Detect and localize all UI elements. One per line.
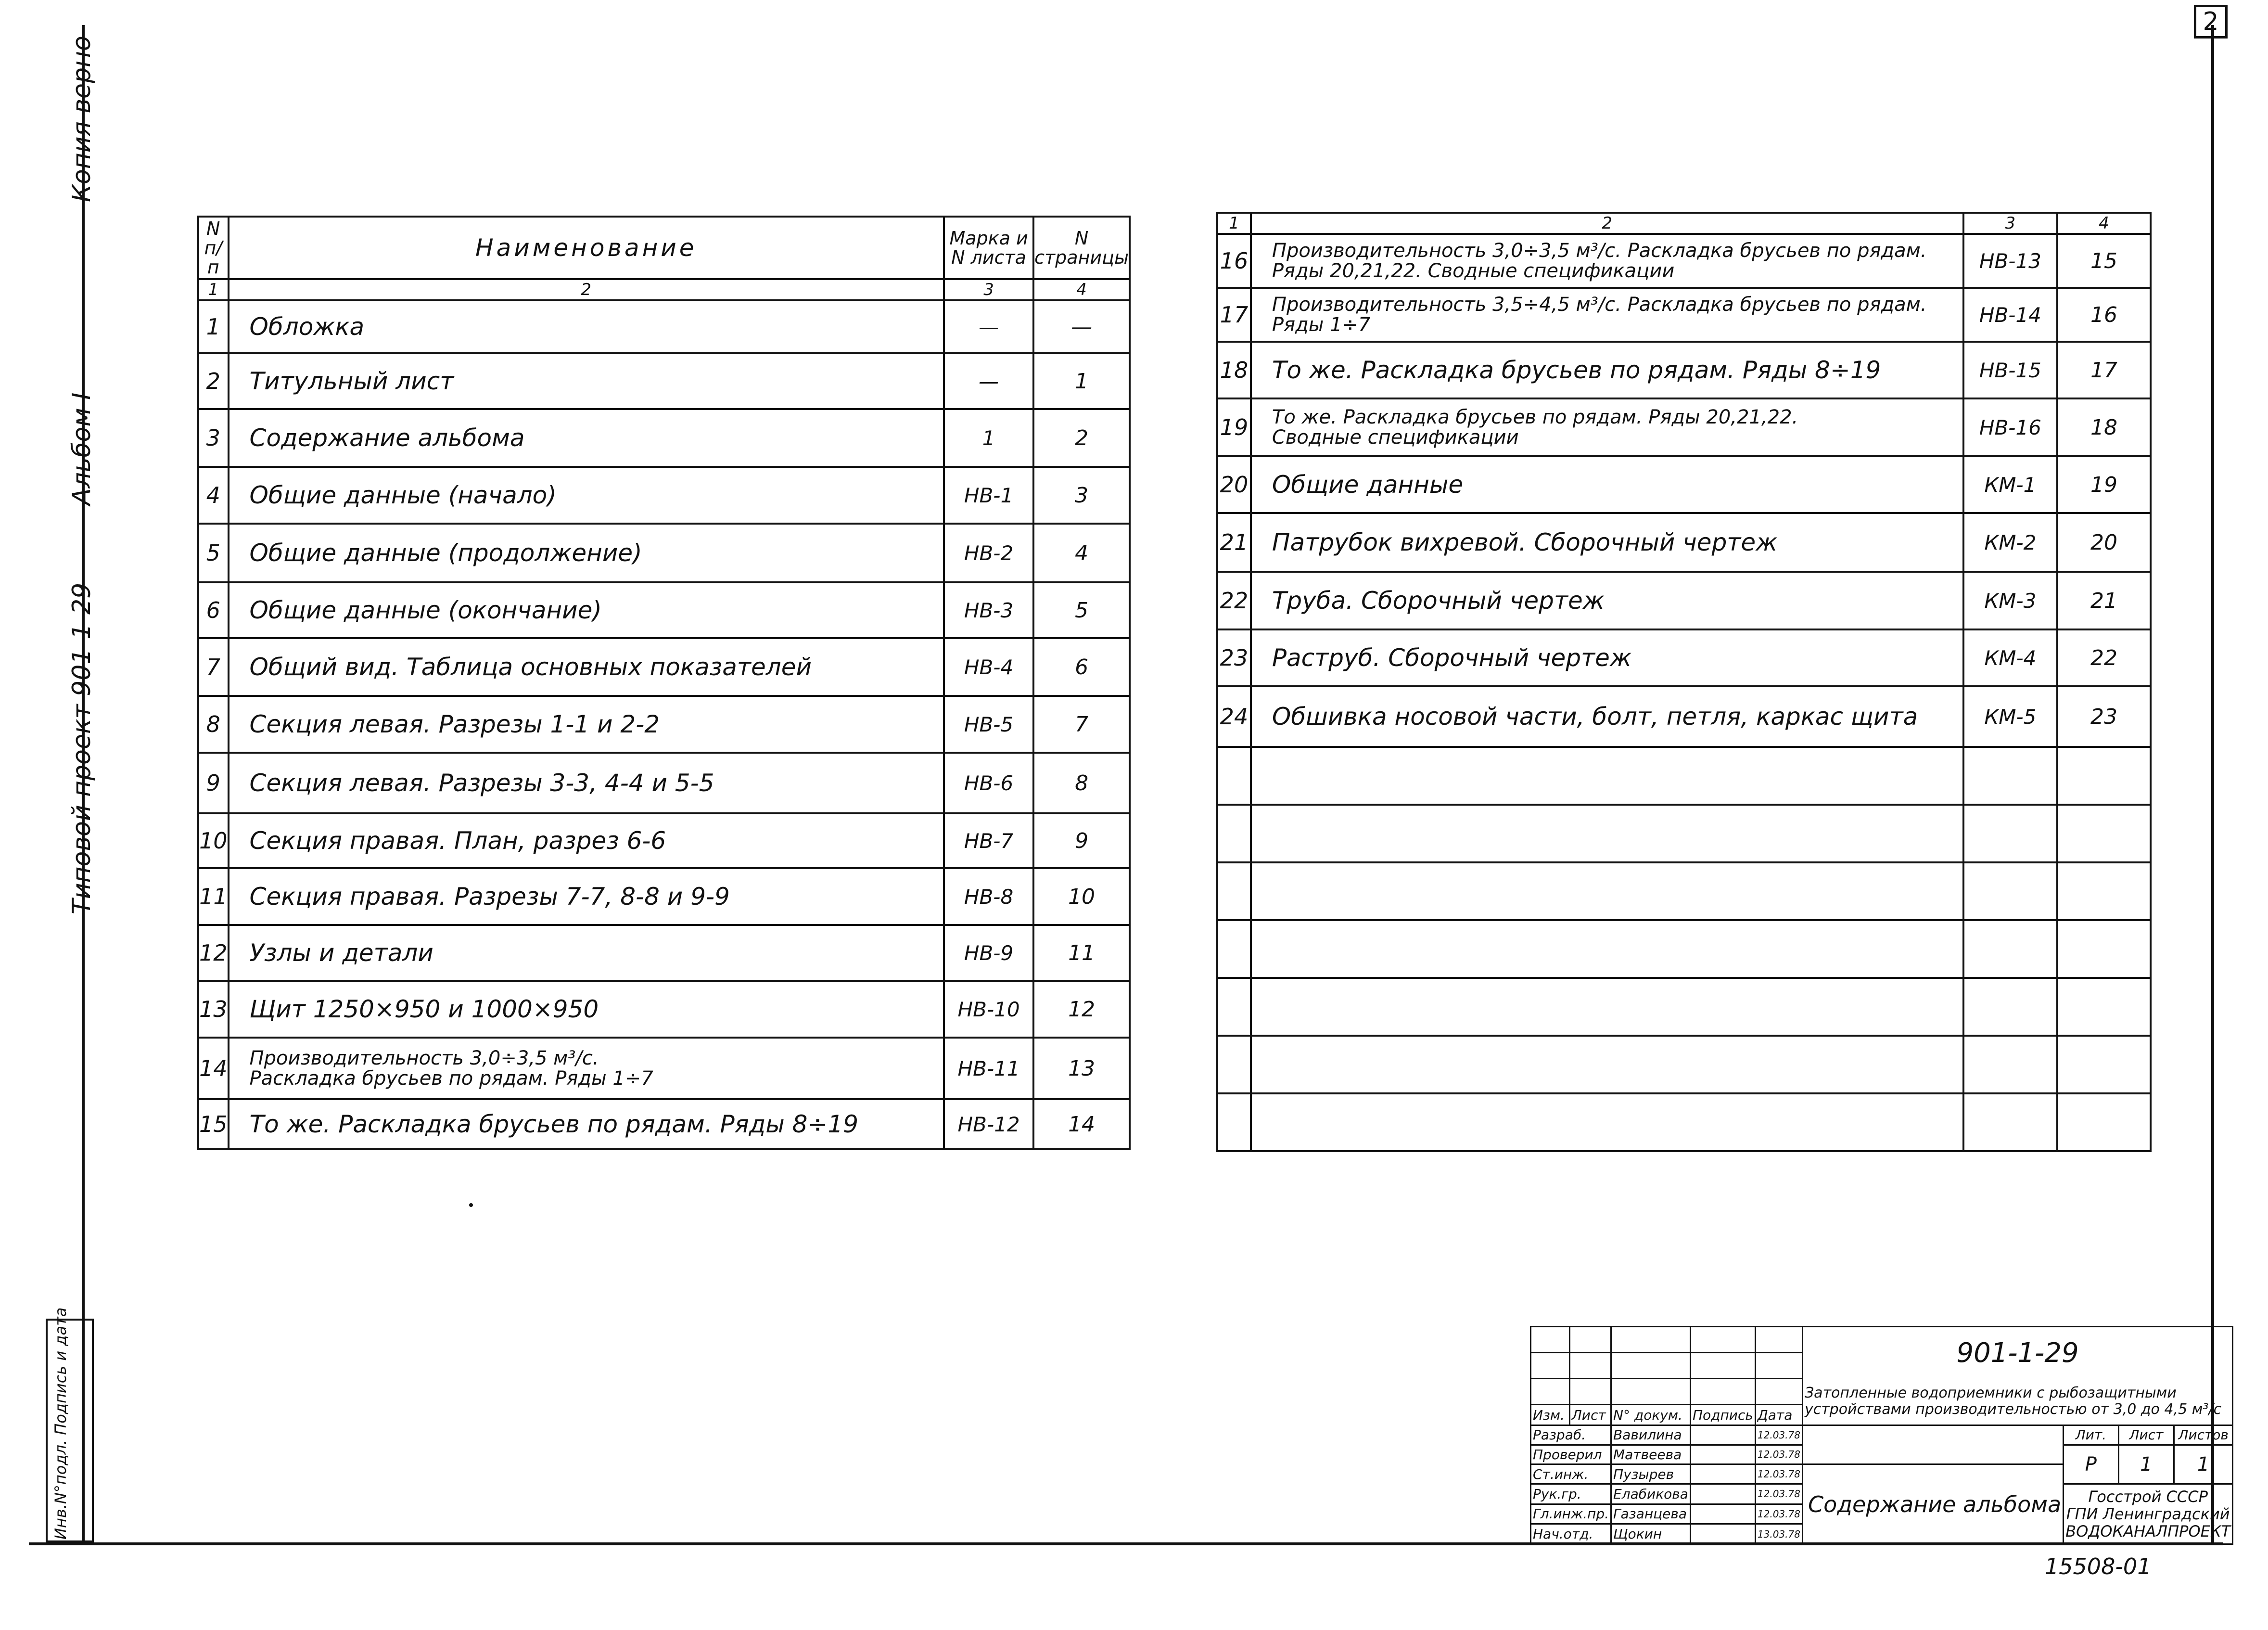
item-name-cell: [1251, 342, 1963, 398]
stage-sheets: 1: [2174, 1445, 2233, 1484]
table-row: [198, 813, 1130, 868]
item-name: То же. Раскладка брусьев по рядам. Ряды 8÷19: [1272, 356, 1881, 384]
item-page: 5: [1033, 582, 1130, 638]
item-name: Производительность 3,0÷3,5 м³/с. Раскладка брусьев по рядам.: [1272, 240, 1927, 262]
table-row: [198, 1038, 1130, 1099]
table-row: [198, 981, 1130, 1038]
item-mark: НВ-16: [1963, 398, 2057, 456]
person-3: Елабикова: [1611, 1484, 1691, 1504]
item-number: 23: [1217, 629, 1251, 686]
empty-row: [1217, 805, 2151, 862]
item-page: 6: [1033, 638, 1130, 696]
organization: [2064, 1484, 2233, 1544]
date-5: 13.03.78: [1755, 1524, 1802, 1544]
item-name-cell: [229, 582, 944, 638]
table-row: [198, 868, 1130, 925]
stage-sheet-header: Лист: [2118, 1425, 2174, 1445]
header-row: [198, 217, 1130, 279]
project-label: Типовой проект 901-1-29: [67, 582, 96, 914]
item-page: 8: [1033, 753, 1130, 813]
role-4: Гл.инж.пр.: [1531, 1504, 1611, 1524]
item-name-line-2: Ряды 1÷7: [1272, 314, 1371, 336]
item-name: Производительность 3,5÷4,5 м³/с. Раскладка брусьев по рядам.: [1272, 294, 1927, 316]
empty-row: [1217, 978, 2151, 1036]
contents-table-left: [197, 216, 1131, 1150]
item-number: 17: [1217, 288, 1251, 342]
item-mark: КМ-1: [1963, 456, 2057, 513]
margin-stamp-label: Инв.N°подл. Подпись и дата: [51, 1307, 70, 1540]
item-page: 12: [1033, 981, 1130, 1038]
item-name-cell: [1251, 288, 1963, 342]
stage-sheet: 1: [2118, 1445, 2174, 1484]
table-row: [198, 353, 1130, 409]
item-page: 4: [1033, 524, 1130, 582]
item-page: 18: [2057, 398, 2151, 456]
copy-label: Копия верно: [67, 36, 96, 202]
item-name-cell: [229, 638, 944, 696]
role-2: Ст.инж.: [1531, 1464, 1611, 1484]
item-page: 16: [2057, 288, 2151, 342]
item-page: 10: [1033, 868, 1130, 925]
item-name: Секция левая. Разрезы 3-3, 4-4 и 5-5: [249, 769, 714, 797]
table-row: [1217, 234, 2151, 288]
contents-table-right: [1216, 212, 2152, 1152]
date-1: 12.03.78: [1755, 1445, 1802, 1464]
signature-3: [1690, 1484, 1755, 1504]
item-name: То же. Раскладка брусьев по рядам. Ряды 20,21,22.: [1272, 406, 1798, 428]
table-row: [198, 1099, 1130, 1149]
column-number-row: [198, 279, 1130, 300]
col-num-3: 3: [944, 279, 1033, 300]
item-number: 8: [198, 696, 229, 753]
item-name-cell: [229, 353, 944, 409]
item-number: 4: [198, 467, 229, 524]
item-number: 10: [198, 813, 229, 868]
table-row: [198, 467, 1130, 524]
col-num-4: 4: [2057, 213, 2151, 234]
item-number: 12: [198, 925, 229, 981]
item-mark: КМ-2: [1963, 513, 2057, 572]
item-name: Общие данные (окончание): [249, 596, 602, 624]
item-name-cell: [229, 696, 944, 753]
th-sheet: Лист: [1569, 1405, 1611, 1425]
item-name-cell: [229, 1099, 944, 1149]
item-page: 7: [1033, 696, 1130, 753]
item-name: Обшивка носовой части, болт, петля, каркас щита: [1272, 703, 1918, 731]
item-mark: НВ-10: [944, 981, 1033, 1038]
item-name-line-2: Сводные спецификации: [1272, 426, 1519, 449]
item-name-cell: [1251, 572, 1963, 629]
empty-row: [1217, 920, 2151, 978]
item-name-cell: [229, 813, 944, 868]
item-name-cell: [229, 524, 944, 582]
item-name-cell: [1251, 456, 1963, 513]
table-row: [1217, 288, 2151, 342]
item-name-cell: [1251, 686, 1963, 747]
stage-lit: Р: [2064, 1445, 2118, 1484]
item-name: Узлы и детали: [249, 939, 433, 967]
item-mark: КМ-4: [1963, 629, 2057, 686]
item-name-cell: [229, 409, 944, 467]
item-number: 21: [1217, 513, 1251, 572]
project-description: Затопленные водоприемники с рыбозащитными устройствами производительностью от 3,0 до 4,5 м³/с: [1802, 1379, 2232, 1425]
item-name-line-2: Ряды 20,21,22. Сводные спецификации: [1272, 260, 1675, 282]
item-page: 23: [2057, 686, 2151, 747]
item-number: 24: [1217, 686, 1251, 747]
table-row: [1217, 686, 2151, 747]
item-name-cell: [1251, 513, 1963, 572]
item-mark: НВ-9: [944, 925, 1033, 981]
item-number: 15: [198, 1099, 229, 1149]
item-name-line-2: Раскладка брусьев по рядам. Ряды 1÷7: [249, 1067, 653, 1090]
item-name: Общий вид. Таблица основных показателей: [249, 653, 812, 681]
item-page: 22: [2057, 629, 2151, 686]
item-mark: НВ-7: [944, 813, 1033, 868]
signature-2: [1690, 1464, 1755, 1484]
col-num-4: 4: [1033, 279, 1130, 300]
item-name: Секция левая. Разрезы 1-1 и 2-2: [249, 710, 660, 738]
item-number: 1: [198, 300, 229, 353]
item-name-cell: [1251, 398, 1963, 456]
table-row: [198, 696, 1130, 753]
item-name: Содержание альбома: [249, 424, 525, 452]
item-number: 20: [1217, 456, 1251, 513]
item-name: Производительность 3,0÷3,5 м³/с.: [249, 1047, 599, 1069]
th-date: Дата: [1755, 1405, 1802, 1425]
col-num-2: 2: [1251, 213, 1963, 234]
date-0: 12.03.78: [1755, 1425, 1802, 1445]
table-row: [198, 300, 1130, 353]
stage-lit-header: Лит.: [2064, 1425, 2118, 1445]
date-4: 12.03.78: [1755, 1504, 1802, 1524]
role-0: Разраб.: [1531, 1425, 1611, 1445]
item-mark: НВ-3: [944, 582, 1033, 638]
item-name: Обложка: [249, 313, 365, 341]
item-page: 20: [2057, 513, 2151, 572]
item-name-cell: [1251, 234, 1963, 288]
margin-stamp-box: [46, 1307, 94, 1542]
item-number: 14: [198, 1038, 229, 1099]
signature-0: [1690, 1425, 1755, 1445]
item-name: Титульный лист: [249, 367, 454, 395]
role-5: Нач.отд.: [1531, 1524, 1611, 1544]
item-name-cell: [229, 753, 944, 813]
item-name-cell: [229, 467, 944, 524]
item-number: 9: [198, 753, 229, 813]
th-sign: Подпись: [1690, 1405, 1755, 1425]
sheet-number: 2: [2194, 5, 2228, 39]
item-page: 9: [1033, 813, 1130, 868]
item-number: 19: [1217, 398, 1251, 456]
empty-row: [1217, 747, 2151, 805]
item-number: 13: [198, 981, 229, 1038]
item-page: 14: [1033, 1099, 1130, 1149]
item-mark: КМ-3: [1963, 572, 2057, 629]
item-page: 21: [2057, 572, 2151, 629]
item-name-cell: [229, 300, 944, 353]
signature-4: [1690, 1504, 1755, 1524]
item-number: 16: [1217, 234, 1251, 288]
table-row: [1217, 456, 2151, 513]
item-name-cell: [229, 925, 944, 981]
item-name-cell: [229, 1038, 944, 1099]
item-number: 18: [1217, 342, 1251, 398]
organization-line-3: ВОДОКАНАЛПРОЕКТ: [2065, 1522, 2231, 1540]
item-mark: —: [944, 353, 1033, 409]
item-number: 2: [198, 353, 229, 409]
header-n: N п/п: [198, 217, 229, 279]
item-name: Общие данные: [1272, 471, 1464, 499]
date-2: 12.03.78: [1755, 1464, 1802, 1484]
item-name: Общие данные (начало): [249, 481, 557, 509]
archive-number: 15508-01: [2045, 1553, 2152, 1579]
signature-1: [1690, 1445, 1755, 1464]
th-change: Изм.: [1531, 1405, 1570, 1425]
item-number: 6: [198, 582, 229, 638]
item-name: Секция правая. Разрезы 7-7, 8-8 и 9-9: [249, 883, 730, 911]
item-number: 5: [198, 524, 229, 582]
album-label: Альбом I: [67, 392, 96, 505]
table-row: [1217, 398, 2151, 456]
empty-row: [1217, 1036, 2151, 1093]
person-2: Пузырев: [1611, 1464, 1691, 1484]
person-0: Вавилина: [1611, 1425, 1691, 1445]
item-name-cell: [229, 868, 944, 925]
signature-5: [1690, 1524, 1755, 1544]
empty-row: [1217, 1093, 2151, 1151]
col-num-3: 3: [1963, 213, 2057, 234]
th-doc: N° докум.: [1611, 1405, 1691, 1425]
table-row: [198, 638, 1130, 696]
item-page: 15: [2057, 234, 2151, 288]
stage-sheets-header: Листов: [2174, 1425, 2233, 1445]
item-mark: НВ-8: [944, 868, 1033, 925]
item-number: 3: [198, 409, 229, 467]
table-row: [198, 753, 1130, 813]
role-1: Проверил: [1531, 1445, 1611, 1464]
item-page: 19: [2057, 456, 2151, 513]
ink-dot: [469, 1203, 473, 1207]
item-page: 3: [1033, 467, 1130, 524]
person-5: Щокин: [1611, 1524, 1691, 1544]
item-name-cell: [1251, 629, 1963, 686]
project-code: 901-1-29: [1802, 1327, 2232, 1379]
col-num-1: 1: [1217, 213, 1251, 234]
item-number: 7: [198, 638, 229, 696]
person-1: Матвеева: [1611, 1445, 1691, 1464]
item-mark: НВ-12: [944, 1099, 1033, 1149]
item-mark: НВ-5: [944, 696, 1033, 753]
title-block: [1530, 1326, 2231, 1545]
item-mark: НВ-1: [944, 467, 1033, 524]
item-name: То же. Раскладка брусьев по рядам. Ряды 8÷19: [249, 1110, 859, 1138]
header-mark: Марка и N листа: [944, 217, 1033, 279]
item-name: Щит 1250×950 и 1000×950: [249, 995, 599, 1023]
item-page: 2: [1033, 409, 1130, 467]
item-name: Секция правая. План, разрез 6-6: [249, 827, 666, 855]
table-row: [1217, 629, 2151, 686]
col-num-1: 1: [198, 279, 229, 300]
table-row: [198, 925, 1130, 981]
item-page: 1: [1033, 353, 1130, 409]
col-num-2: 2: [229, 279, 944, 300]
table-row: [198, 409, 1130, 467]
item-page: 13: [1033, 1038, 1130, 1099]
table-row: [1217, 342, 2151, 398]
date-3: 12.03.78: [1755, 1484, 1802, 1504]
item-name: Общие данные (продолжение): [249, 539, 642, 567]
table-row: [198, 582, 1130, 638]
item-name-cell: [229, 981, 944, 1038]
item-mark: 1: [944, 409, 1033, 467]
header-name: Наименование: [229, 217, 944, 279]
item-name: Раструб. Сборочный чертеж: [1272, 644, 1631, 672]
table-row: [1217, 572, 2151, 629]
sheet-title: Содержание альбома: [1802, 1464, 2063, 1544]
empty-row: [1217, 862, 2151, 920]
item-name: Патрубок вихревой. Сборочный чертеж: [1272, 528, 1778, 556]
column-number-row: [1217, 213, 2151, 234]
header-page: N страницы: [1033, 217, 1130, 279]
table-row: [1217, 513, 2151, 572]
item-number: 11: [198, 868, 229, 925]
role-3: Рук.гр.: [1531, 1484, 1611, 1504]
item-mark: НВ-11: [944, 1038, 1033, 1099]
item-mark: НВ-15: [1963, 342, 2057, 398]
item-mark: КМ-5: [1963, 686, 2057, 747]
item-mark: НВ-14: [1963, 288, 2057, 342]
item-mark: НВ-4: [944, 638, 1033, 696]
table-row: [198, 524, 1130, 582]
item-mark: НВ-2: [944, 524, 1033, 582]
item-mark: НВ-13: [1963, 234, 2057, 288]
person-4: Газанцева: [1611, 1504, 1691, 1524]
item-page: —: [1033, 300, 1130, 353]
item-page: 17: [2057, 342, 2151, 398]
organization-line-1: Госстрой СССР: [2088, 1487, 2208, 1506]
item-number: 22: [1217, 572, 1251, 629]
item-page: 11: [1033, 925, 1130, 981]
organization-line-2: ГПИ Ленинградский: [2066, 1504, 2230, 1523]
item-name: Труба. Сборочный чертеж: [1272, 587, 1605, 615]
item-mark: НВ-6: [944, 753, 1033, 813]
item-mark: —: [944, 300, 1033, 353]
